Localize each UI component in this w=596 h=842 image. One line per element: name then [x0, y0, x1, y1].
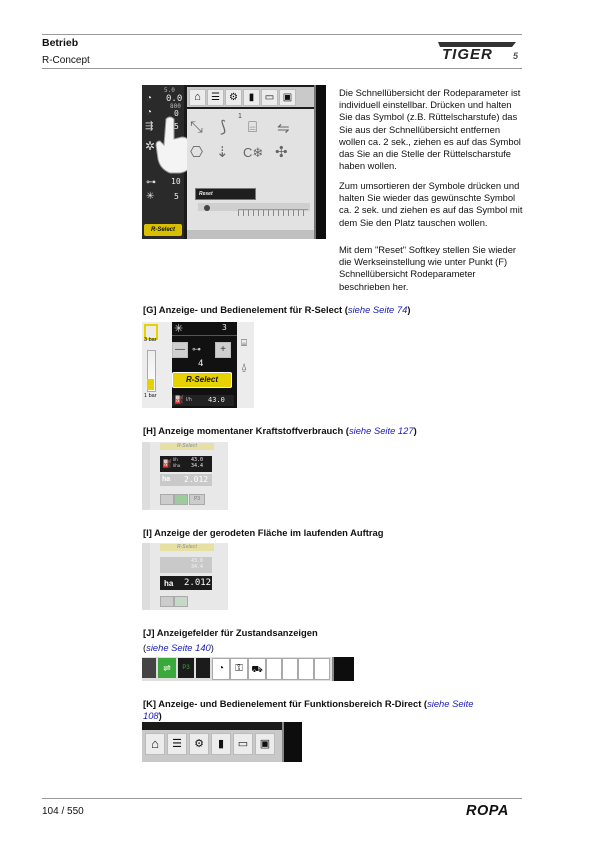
- intro-paragraph-3: Mit dem "Reset" Softkey stellen Sie wieder die Werkseinstellung wie unter Punkt (F) Schnellübersicht Rodeparameter beschrieben her.: [339, 244, 517, 292]
- section-j-link[interactable]: siehe Seite 140: [146, 642, 211, 653]
- ha-label: ha: [162, 476, 171, 483]
- window-2-icon[interactable]: ▣: [279, 89, 296, 106]
- status-fields-screenshot: [142, 657, 354, 681]
- display-bezel: [314, 85, 326, 239]
- plus-button[interactable]: +: [215, 342, 231, 358]
- display-bezel: [282, 722, 302, 762]
- status-field-green: ⇌: [158, 658, 176, 678]
- consumption-unit: l/h: [186, 397, 192, 403]
- section-h-link[interactable]: siehe Seite 127: [348, 425, 414, 436]
- window-2-icon[interactable]: ▣: [255, 733, 275, 755]
- r-select-button: R-Select: [160, 544, 214, 551]
- ropa-logo: ROPA: [466, 803, 509, 819]
- status-field-green: [174, 494, 188, 505]
- shaker-icon[interactable]: ⇶: [145, 121, 154, 132]
- readout-small-mid: 800: [170, 103, 181, 110]
- top-value: 3: [222, 323, 227, 332]
- ha-value: 2.012: [184, 475, 209, 484]
- intro-paragraph-1: Die Schnellübersicht der Rodeparameter ist individuell einstellbar. Drücken und halten Sie das Symbol (z.B. Rüttelscharstufe) das Sie aus der Schnellübersicht entfernen wollen ca. 2 sek., ziehen es auf das Symbol das Sie an die Stelle der Rüttelscharstufe haben wollen.: [339, 87, 521, 172]
- valve-icon: ⊶: [192, 344, 201, 354]
- r-select-screenshot: [142, 322, 254, 408]
- r-select-button[interactable]: R-Select: [172, 372, 232, 388]
- fuel-consumption-screenshot: [142, 442, 228, 510]
- lha-unit: l/ha: [173, 463, 181, 468]
- minus-button[interactable]: —: [172, 342, 188, 358]
- consumption-panel-faded: [160, 557, 212, 573]
- page-chapter-title: Betrieb: [42, 37, 79, 49]
- fuel-icon: ⛽: [162, 459, 172, 468]
- fan-icon[interactable]: ✣: [275, 144, 288, 161]
- section-j-heading: [J] Anzeigefelder für Zustandsanzeigen: [143, 627, 318, 638]
- reset-softkey[interactable]: Reset: [195, 188, 256, 200]
- status-field: [160, 596, 174, 607]
- header-rule-bottom: [42, 68, 522, 69]
- section-k-link[interactable]: siehe Seite 108: [143, 698, 474, 721]
- window-icon[interactable]: ▭: [233, 733, 253, 755]
- readout-0: 0.0: [166, 94, 183, 104]
- section-g-link[interactable]: siehe Seite 74: [347, 304, 408, 315]
- consumption-value: 43.0: [208, 396, 225, 404]
- pressure-bottom-label: 1 bar: [144, 393, 157, 399]
- status-field: [160, 494, 174, 505]
- bottom-bar: [187, 230, 315, 239]
- icon-label: 1: [238, 113, 242, 120]
- svg-text:5: 5: [513, 51, 519, 61]
- section-i-heading: [I] Anzeige der gerodeten Fläche im laufenden Auftrag: [143, 527, 384, 538]
- fuel-icon: ⛽: [174, 395, 184, 404]
- status-field-empty: [266, 658, 282, 680]
- lh-value: 43.0: [191, 457, 204, 463]
- status-field-dark: [142, 658, 156, 678]
- side-icon-2: ⍙: [241, 362, 247, 373]
- readout-1: 0: [174, 109, 179, 118]
- page-chapter-subtitle: R-Concept: [42, 55, 90, 66]
- gauge-icon: ◔: [146, 107, 153, 118]
- r-direct-screenshot: [142, 722, 302, 762]
- window-icon[interactable]: ▭: [261, 89, 278, 106]
- pressure-column: [142, 543, 150, 610]
- temperature-icon[interactable]: C❄: [243, 145, 264, 160]
- bunker-icon[interactable]: ⌸: [248, 119, 258, 136]
- pressure-fill: [147, 379, 154, 390]
- lh-value: 43.0: [191, 558, 204, 564]
- fan-icon: ✳: [174, 323, 184, 335]
- readout-2: 5: [174, 122, 179, 131]
- home-icon[interactable]: ⌂: [145, 733, 165, 755]
- lh-unit: l/h: [173, 457, 178, 462]
- pressure-column: [142, 442, 150, 510]
- intro-paragraph-2: Zum umsortieren der Symbole drücken und halten Sie wieder das gewünschte Symbol ca. 2 sek. und ziehen es auf das Symbol mit dem Sie den Platz tauschen wollen.: [339, 180, 523, 228]
- tractor-icon: ⛟: [248, 658, 266, 680]
- readout-small-top: 5.0: [164, 87, 175, 94]
- r-select-badge[interactable]: R-Select: [144, 224, 182, 236]
- lha-value: 34.4: [191, 564, 204, 570]
- settings-icon[interactable]: ⚙: [225, 89, 242, 106]
- status-field: [174, 596, 188, 607]
- cleaner-icon[interactable]: ⇋: [277, 120, 290, 137]
- ha-value: 2.012: [184, 578, 212, 588]
- svg-text:TIGER: TIGER: [442, 46, 493, 61]
- lha-value: 34.4: [191, 463, 204, 469]
- section-k-heading: [K] Anzeige- und Bedienelement für Funktionsbereich R-Direct (siehe Seite 108): [143, 698, 474, 721]
- r-select-value: 4: [198, 359, 204, 369]
- status-field-dark-2: [196, 658, 210, 678]
- r-select-button: R-Select: [160, 443, 214, 450]
- status-field-empty: [314, 658, 330, 680]
- lock-icon: ⚿: [230, 658, 248, 680]
- header-rule-top: [42, 34, 522, 35]
- slider-knob[interactable]: [204, 205, 210, 211]
- chart-icon[interactable]: ▮: [243, 89, 260, 106]
- section-h-heading: [H] Anzeige momentaner Kraftstoffverbrauch (siehe Seite 127): [143, 425, 417, 436]
- readout-5: 5: [174, 192, 179, 201]
- drop-icon[interactable]: ⇣: [216, 144, 229, 161]
- readout-4: 10: [171, 177, 181, 186]
- gauge-icon: ◔: [146, 93, 153, 104]
- fan-icon[interactable]: ✳: [146, 191, 155, 202]
- conveyor-icon[interactable]: ⤡: [190, 119, 203, 136]
- harvested-area-screenshot: [142, 543, 228, 610]
- list-icon[interactable]: ☰: [167, 733, 187, 755]
- p3-status-field: P3: [178, 658, 194, 678]
- scale-ticks: [238, 209, 308, 216]
- settings-icon[interactable]: ⚙: [189, 733, 209, 755]
- tiger-logo: [436, 39, 522, 61]
- page-number: 104 / 550: [42, 806, 84, 817]
- elevator-icon[interactable]: ⎔: [190, 144, 204, 161]
- list-icon[interactable]: ☰: [207, 89, 224, 106]
- valve-icon[interactable]: ⊶: [146, 177, 156, 188]
- status-field-empty: [298, 658, 314, 680]
- p-label: P3: [189, 494, 205, 505]
- status-field-empty: [282, 658, 298, 680]
- section-g-heading: [G] Anzeige- und Bedienelement für R-Select (siehe Seite 74): [143, 304, 411, 315]
- divider: [172, 335, 242, 336]
- pressure-top-label: 3 bar: [144, 337, 157, 343]
- wheel-icon[interactable]: ✲: [145, 139, 156, 153]
- ha-label: ha: [164, 579, 174, 588]
- footer-rule: [42, 798, 522, 799]
- schnelluebersicht-screenshot: [142, 85, 326, 239]
- side-icon: ⌸: [241, 338, 247, 349]
- gauge-icon: ◔: [212, 658, 230, 680]
- section-j-link-line: (siehe Seite 140): [143, 642, 214, 653]
- home-icon[interactable]: ⌂: [189, 89, 206, 106]
- chart-icon[interactable]: ▮: [211, 733, 231, 755]
- web-icon[interactable]: ⟆: [220, 119, 227, 136]
- display-bezel: [332, 657, 354, 681]
